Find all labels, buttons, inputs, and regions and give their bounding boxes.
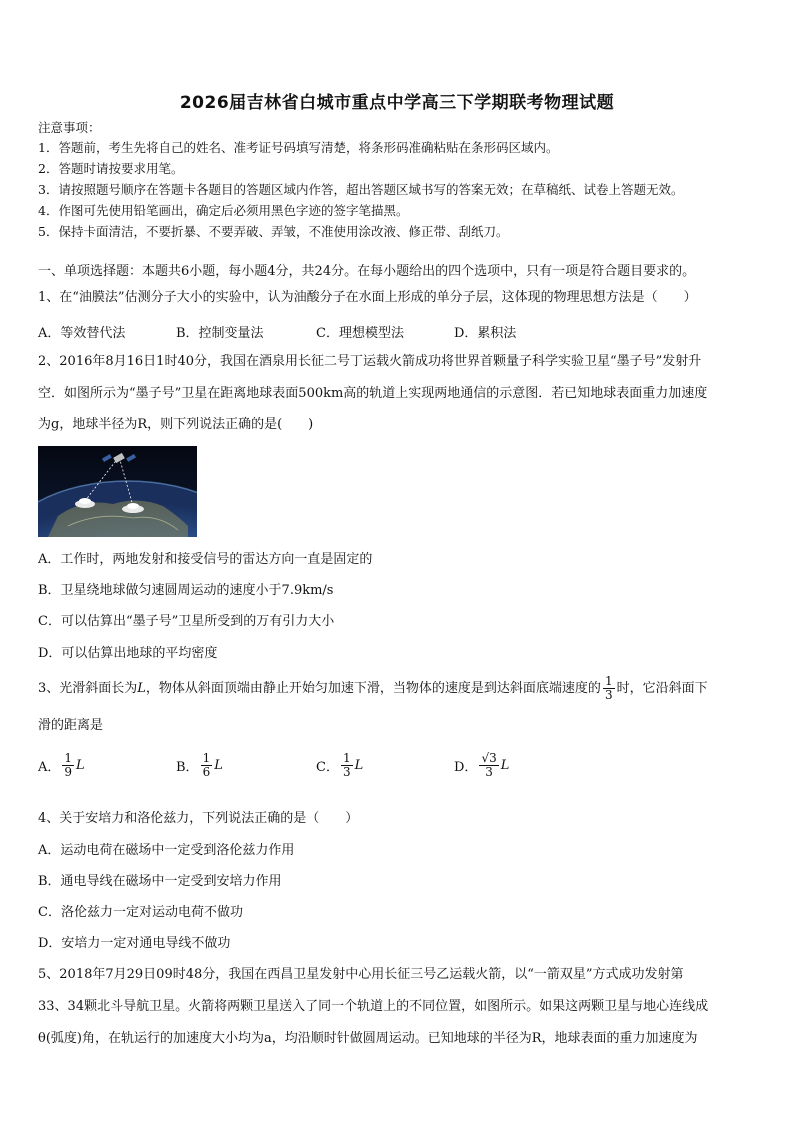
q3-option-b xyxy=(176,752,223,779)
q3-option-b-var: L xyxy=(214,758,223,773)
q3-option-d-fraction xyxy=(479,752,498,779)
q3-option-c-fraction xyxy=(341,752,353,779)
q3-option-c-var: L xyxy=(354,758,364,773)
q2-line-3: 为g，地球半径为R，则下列说法正确的是( ) xyxy=(38,417,314,432)
q3-option-c-den: 3 xyxy=(342,765,351,779)
q1-stem: 1、在“油膜法”估测分子大小的实验中，认为油酸分子在水面上形成的单分子层，这体现的物理思想方法是（ ） xyxy=(38,290,697,305)
section-heading: 一、单项选择题：本题共6小题，每小题4分，共24分。在每小题给出的四个选项中，只有一项是符合题目要求的。 xyxy=(38,264,696,279)
q3-option-b-num: 1 xyxy=(202,751,211,765)
notice-item-5: 5．保持卡面清洁，不要折暴、不要弄破、弄皱，不准使用涂改液、修正带、刮纸刀。 xyxy=(38,224,509,239)
q3-option-d xyxy=(454,752,509,779)
q3-fraction-den: 3 xyxy=(604,688,613,702)
q5-line-2: 33、34颗北斗导航卫星。火箭将两颗卫星送入了同一个轨道上的不同位置，如图所示。如果这两颗卫星与地心连线成 xyxy=(38,999,709,1014)
q2-line-2: 空．如图所示为“墨子号”卫星在距离地球表面500km高的轨道上实现两地通信的示意图．若已知地球表面重力加速度 xyxy=(38,386,708,401)
q5-line-3: θ(弧度)角，在轨运行的加速度大小均为a，均沿顺时针做圆周运动。已知地球的半径为R，地球表面的重力加速度为 xyxy=(38,1031,698,1046)
q3-option-a-fraction xyxy=(62,752,74,779)
q3-option-c-num: 1 xyxy=(342,751,351,765)
satellite-earth-illustration xyxy=(38,446,197,537)
q3-option-a xyxy=(38,752,85,779)
q3-text-a: 3、光滑斜面长为 xyxy=(38,681,138,696)
notice-item-2: 2．答题时请按要求用笔。 xyxy=(38,161,184,176)
q4-option-a: A．运动电荷在磁场中一定受到洛伦兹力作用 xyxy=(38,843,295,858)
q3-option-a-var: L xyxy=(76,758,85,773)
q4-option-d: D．安培力一定对通电导线不做功 xyxy=(38,936,231,951)
q2-option-a: A．工作时，两地发射和接受信号的雷达方向一直是固定的 xyxy=(38,552,373,567)
q4-option-b: B．通电导线在磁场中一定受到安培力作用 xyxy=(38,874,282,889)
q3-fraction xyxy=(603,675,615,702)
q1-option-d: D．累积法 xyxy=(454,326,517,341)
q1-option-c: C．理想模型法 xyxy=(316,326,404,341)
satellite-earth-image xyxy=(38,446,197,537)
page-title: 2026届吉林省白城市重点中学高三下学期联考物理试题 xyxy=(179,93,615,113)
q3-option-b-den: 6 xyxy=(202,765,211,779)
q1-option-b: B．控制变量法 xyxy=(176,326,264,341)
notice-item-4: 4．作图可先使用铅笔画出，确定后必须用黑色字迹的签字笔描黑。 xyxy=(38,203,409,218)
q3-option-d-label: D． xyxy=(454,760,478,775)
q4-option-c: C．洛伦兹力一定对运动电荷不做功 xyxy=(38,905,243,920)
q2-option-d: D．可以估算出地球的平均密度 xyxy=(38,646,218,661)
q3-options xyxy=(38,752,758,788)
notice-heading: 注意事项： xyxy=(38,120,101,135)
q3-line-2: 滑的距离是 xyxy=(38,718,104,733)
q2-option-c: C．可以估算出“墨子号”卫星所受到的万有引力大小 xyxy=(38,614,335,629)
q1-options xyxy=(38,322,758,340)
q3-var-l: L xyxy=(137,681,146,696)
q3-option-b-fraction xyxy=(201,752,213,779)
q3-option-c-label: C． xyxy=(316,760,339,775)
q3-option-a-num: 1 xyxy=(64,751,73,765)
q2-line-1: 2、2016年8月16日1时40分，我国在酒泉用长征二号丁运载火箭成功将世界首颗量子科学实验卫星“墨子号”发射升 xyxy=(38,354,702,369)
q3-option-c xyxy=(316,752,363,779)
q1-option-a: A．等效替代法 xyxy=(38,326,126,341)
q5-line-1: 5、2018年7月29日09时48分，我国在西昌卫星发射中心用长征三号乙运载火箭，以“一箭双星”方式成功发射第 xyxy=(38,967,684,982)
q3-option-b-label: B． xyxy=(176,760,199,775)
q3-option-d-den: 3 xyxy=(485,765,493,779)
q2-option-b: B．卫星绕地球做匀速圆周运动的速度小于7.9km/s xyxy=(38,583,334,598)
q3-option-d-num: √3 xyxy=(481,751,497,765)
q3-option-a-label: A． xyxy=(38,760,61,775)
q3-text-b: ，物体从斜面顶端由静止开始匀加速下滑，当物体的速度是到达斜面底端速度的 xyxy=(145,681,601,696)
notice-item-3: 3．请按照题号顺序在答题卡各题目的答题区域内作答，超出答题区域书写的答案无效；在草稿纸、试卷上答题无效。 xyxy=(38,182,684,197)
q3-fraction-num: 1 xyxy=(604,674,613,688)
notice-item-1: 1．答题前，考生先将自己的姓名、准考证号码填写清楚，将条形码准确粘贴在条形码区域内。 xyxy=(38,140,559,155)
q4-stem: 4、关于安培力和洛伦兹力，下列说法正确的是（ ） xyxy=(38,811,359,826)
q3-option-d-var: L xyxy=(500,758,510,773)
q3-line-1 xyxy=(38,675,708,703)
q3-option-a-den: 9 xyxy=(64,765,73,779)
q3-text-c: 时，它沿斜面下 xyxy=(616,681,708,696)
